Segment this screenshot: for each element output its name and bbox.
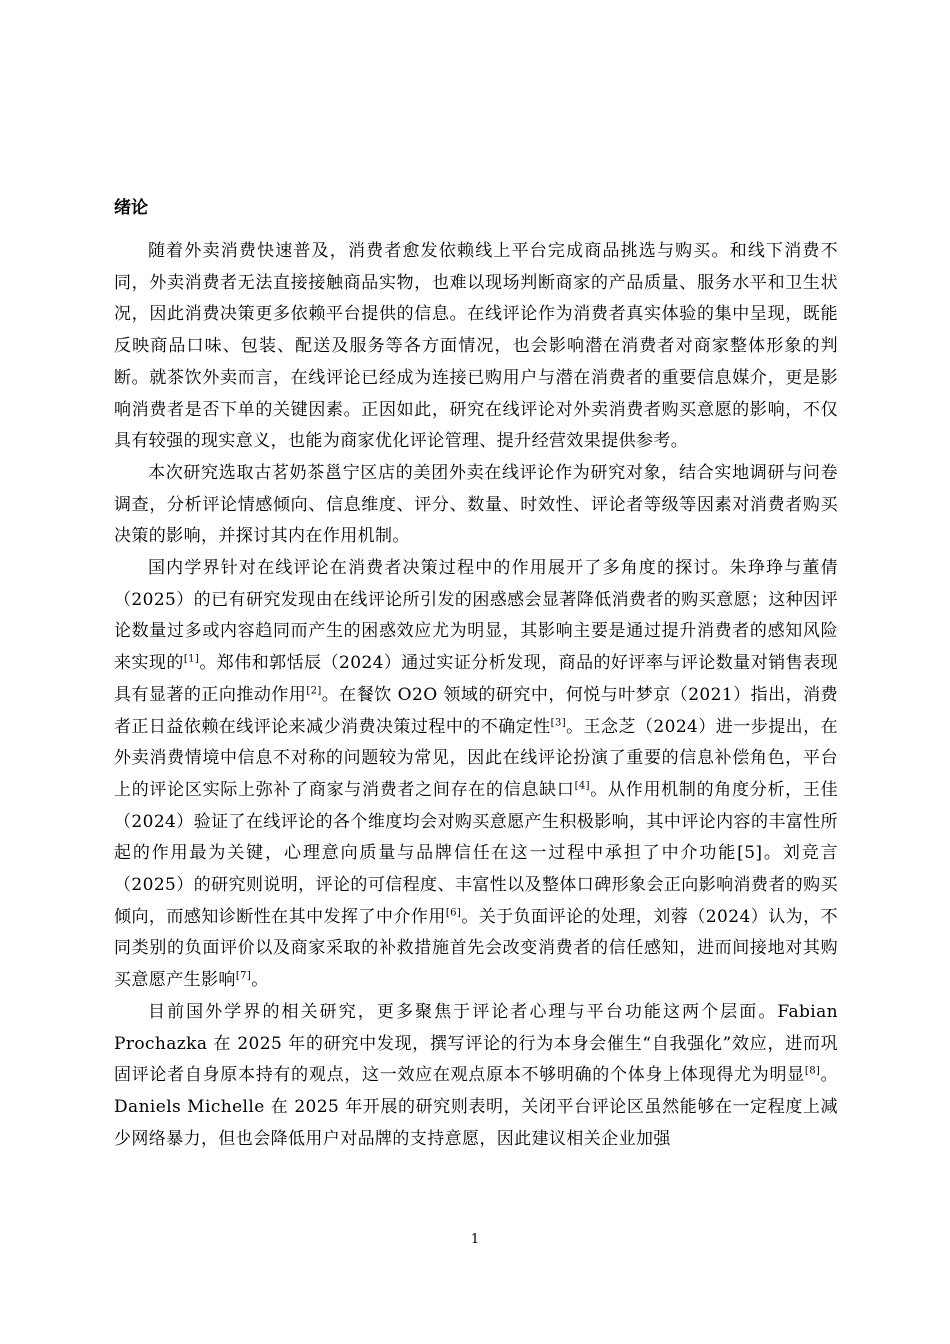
paragraph-text: 。 — [251, 970, 269, 991]
body-text — [114, 236, 838, 1155]
paragraph-text: 。关于负面评论的处理，刘蓉（2024）认为，不同类别的负面评价以及商家采取的补救措施首先会改变消费者的信任感知，进而间接地对其购买意愿产生影响 — [114, 906, 838, 991]
body-paragraph — [114, 553, 838, 997]
citation-marker: [4] — [574, 780, 590, 792]
citation-marker: [3] — [550, 716, 567, 728]
paragraph-text: 目前国外学界的相关研究，更多聚焦于评论者心理与平台功能这两个层面。Fabian Prochazka 在 2025 年的研究中发现，撰写评论的行为本身会催生“自我强化”效应，进而巩固评论者自身原本持有的观点，这一效应在观点原本不够明确的个体身上体现得尤为明显 — [114, 1001, 838, 1086]
citation-marker: [8] — [804, 1065, 821, 1077]
paragraph-text: 。从作用机制的角度分析，王佳（2024）验证了在线评论的各个维度均会对购买意愿产生积极影响，其中评论内容的丰富性所起的作用最为关键，心理意向质量与品牌信任在这一过程中承担了中介功能[5]。刘竞言（2025）的研究则说明，评论的可信程度、丰富性以及整体口碑形象会正向影响消费者的购买倾向，而感知诊断性在其中发挥了中介作用 — [114, 779, 838, 927]
paragraph-text: 。Daniels Michelle 在 2025 年开展的研究则表明，关闭平台评论区虽然能够在一定程度上减少网络暴力，但也会降低用户对品牌的支持意愿，因此建议相关企业加强 — [114, 1065, 838, 1149]
body-paragraph — [114, 458, 838, 553]
citation-marker: [6] — [445, 907, 462, 919]
citation-marker: [2] — [306, 685, 322, 697]
page-number: 1 — [470, 1232, 480, 1247]
citation-marker: [7] — [235, 970, 252, 982]
paragraph-text: 本次研究选取古茗奶茶邕宁区店的美团外卖在线评论作为研究对象，结合实地调研与问卷调查，分析评论情感倾向、信息维度、评分、数量、时效性、评论者等级等因素对消费者购买决策的影响，并探讨其内在作用机制。 — [114, 462, 838, 547]
paragraph-text: 。在餐饮 O2O 领域的研究中，何悦与叶梦京（2021）指出，消费者正日益依赖在线评论来减少消费决策过程中的不确定性 — [114, 684, 838, 737]
section-heading: 绪论 — [114, 198, 148, 218]
paragraph-text: 国内学界针对在线评论在消费者决策过程中的作用展开了多角度的探讨。朱琤琤与董倩（2025）的已有研究发现由在线评论所引发的困惑感会显著降低消费者的购买意愿；这种因评论数量过多或内容趋同而产生的困惑效应尤为明显，其影响主要是通过提升消费者的感知风险来实现的 — [114, 558, 838, 674]
body-paragraph — [114, 236, 838, 458]
paragraph-text: 随着外卖消费快速普及，消费者愈发依赖线上平台完成商品挑选与购买。和线下消费不同，外卖消费者无法直接接触商品实物，也难以现场判断商家的产品质量、服务水平和卫生状况，因此消费决策更多依赖平台提供的信息。在线评论作为消费者真实体验的集中呈现，既能反映商品口味、包装、配送及服务等各方面情况，也会影响潜在消费者对商家整体形象的判断。就茶饮外卖而言，在线评论已经成为连接已购用户与潜在消费者的重要信息媒介，更是影响消费者是否下单的关键因素。正因如此，研究在线评论对外卖消费者购买意愿的影响，不仅具有较强的现实意义，也能为商家优化评论管理、提升经营效果提供参考。 — [114, 241, 838, 452]
citation-marker: [1] — [183, 653, 200, 665]
paragraph-text: 。郑伟和郭恬辰（2024）通过实证分析发现，商品的好评率与评论数量对销售表现具有显著的正向推动作用 — [114, 653, 838, 705]
paragraph-text: 。王念芝（2024）进一步提出，在外卖消费情境中信息不对称的问题较为常见，因此在线评论扮演了重要的信息补偿角色，平台上的评论区实际上弥补了商家与消费者之间存在的信息缺口 — [114, 716, 838, 800]
body-paragraph — [114, 997, 838, 1156]
